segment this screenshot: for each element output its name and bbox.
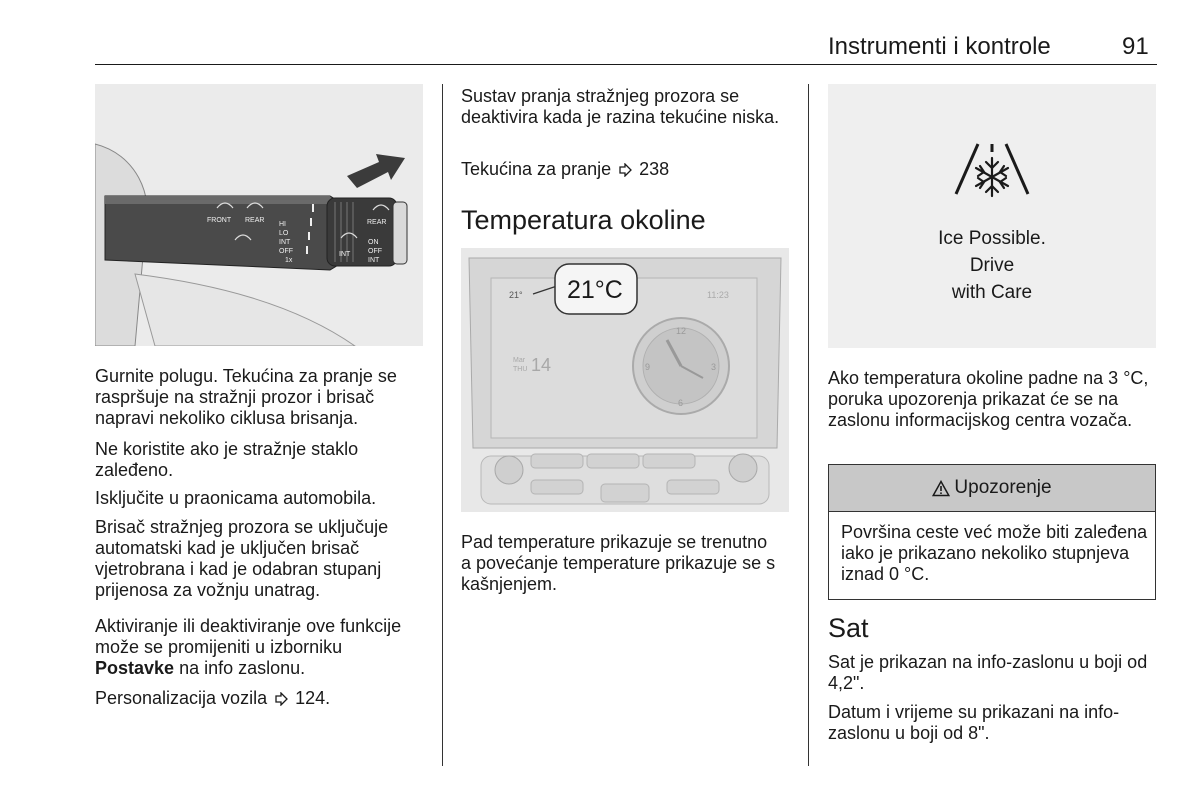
paragraph-washer-fluid-ref <box>461 159 791 180</box>
cross-reference-arrow-icon <box>274 692 288 706</box>
warning-triangle-icon <box>932 480 950 497</box>
callout-temperature: 21°C <box>567 276 623 304</box>
clock-number-3: 3 <box>711 362 717 372</box>
paragraph-auto-rear-wiper: Brisač stražnjeg prozora se uključuje automatski kad je uključen brisač vjetrobrana i kad je odabran stupanj prijenosa za vožnju unatrag. <box>95 517 389 600</box>
info-display-illustration <box>461 248 789 512</box>
washer-fluid-page-link[interactable]: 238 <box>639 159 670 179</box>
paragraph-clock-large: Datum i vrijeme su prikazani na info-zaslonu u boji od 8". <box>828 702 1120 743</box>
header-rule <box>95 64 1157 65</box>
settings-text-post: na info zaslonu. <box>174 658 306 678</box>
lever-label-int3: INT <box>368 257 380 264</box>
ice-warning-illustration <box>828 84 1156 348</box>
lever-label-hi: HI <box>279 221 286 228</box>
ice-message-line-3: with Care <box>951 282 1033 303</box>
warning-box <box>828 464 1156 600</box>
paragraph-clock-small: Sat je prikazan na info-zaslonu u boji od 4,2". <box>828 652 1148 693</box>
ice-message-line-1: Ice Possible. <box>938 228 1046 249</box>
info-display-figure <box>461 248 789 512</box>
paragraph-washer-deactivate: Sustav pranja stražnjeg prozora se deaktivira kada je razina tekućine niska. <box>461 86 780 127</box>
date-day: 14 <box>531 355 552 375</box>
warning-text: Površina ceste već može biti zaleđena iako je prikazano nekoliko stupnjeva iznad 0 °C. <box>841 522 1148 584</box>
lever-label-rear2: REAR <box>367 219 387 226</box>
paragraph-ice-threshold: Ako temperatura okoline padne na 3 °C, poruka upozorenja prikazat će se na zaslonu informacijskog centra vozača. <box>828 368 1149 430</box>
ice-message-line-2: Drive <box>969 255 1015 276</box>
cross-reference-arrow-icon <box>618 163 632 177</box>
column-divider-1 <box>442 84 443 766</box>
clock-number-6: 6 <box>678 398 684 408</box>
paragraph-temperature-display: Pad temperature prikazuje se trenutno a povećanje temperature prikazuje se s kašnjenjem. <box>461 532 776 594</box>
personalization-page-link[interactable]: 124. <box>295 688 331 708</box>
date-month: Mar <box>513 357 526 364</box>
heading-temperatura-okoline: Temperatura okoline <box>461 205 706 235</box>
screen-temperature: 21° <box>509 290 523 300</box>
warning-header <box>829 465 1155 512</box>
clock-number-12: 12 <box>676 326 687 336</box>
clock-number-9: 9 <box>645 362 651 372</box>
ice-warning-figure <box>828 84 1156 348</box>
lever-label-int2: INT <box>339 251 351 258</box>
personalization-text: Personalizacija vozila <box>95 688 268 708</box>
lever-label-on: ON <box>368 239 379 246</box>
date-weekday: THU <box>513 366 528 373</box>
settings-menu-name: Postavke <box>95 658 175 678</box>
wiper-lever-figure <box>95 84 423 346</box>
warning-title: Upozorenje <box>954 477 1052 498</box>
heading-sat: Sat <box>828 613 869 643</box>
page-number: 91 <box>1122 33 1149 60</box>
paragraph-push-lever: Gurnite polugu. Tekućina za pranje se raspršuje na stražnji prozor i brisač napravi nekoliko ciklusa brisanja. <box>95 366 397 428</box>
column-divider-2 <box>808 84 809 766</box>
running-header-title: Instrumenti i kontrole <box>828 33 1051 60</box>
lever-label-1x: 1x <box>285 257 293 264</box>
lever-label-front: FRONT <box>207 217 232 224</box>
settings-text-pre: Aktiviranje ili deaktiviranje ove funkcije može se promijeniti u izborniku <box>95 616 402 657</box>
lever-label-rear: REAR <box>245 217 265 224</box>
lever-label-off2: OFF <box>368 248 382 255</box>
lever-label-off: OFF <box>279 248 293 255</box>
lever-label-lo: LO <box>279 230 289 237</box>
wiper-lever-illustration <box>95 84 423 346</box>
paragraph-personalization-ref <box>95 688 425 709</box>
paragraph-frozen-glass: Ne koristite ako je stražnje staklo zaleđeno. <box>95 439 359 480</box>
washer-fluid-text: Tekućina za pranje <box>461 159 612 179</box>
paragraph-settings <box>95 616 425 679</box>
screen-clock-time: 11:23 <box>707 290 729 300</box>
paragraph-car-wash: Isključite u praonicama automobila. <box>95 488 377 508</box>
lever-label-int: INT <box>279 239 291 246</box>
